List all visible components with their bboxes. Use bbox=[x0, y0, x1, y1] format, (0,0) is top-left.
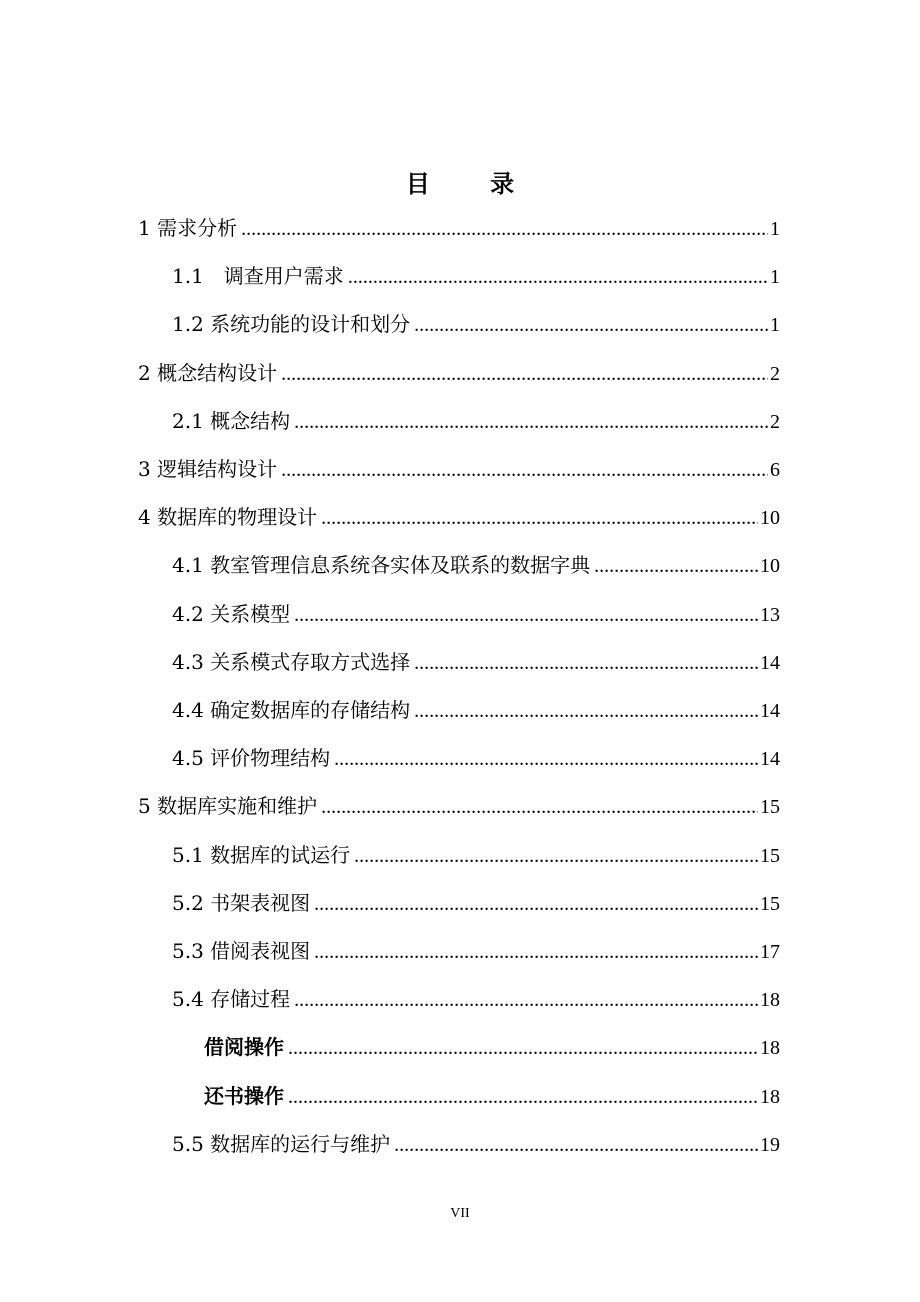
toc-entry-label: 5.3 借阅表视图 bbox=[172, 939, 311, 963]
toc-entry-label: 5 数据库实施和维护 bbox=[138, 794, 318, 818]
toc-entry-page-number: 14 bbox=[760, 748, 780, 770]
page-title: 目 录 bbox=[405, 170, 541, 198]
toc-dot-leader bbox=[241, 212, 768, 246]
toc-dot-leader bbox=[594, 549, 758, 583]
toc-entry[interactable] bbox=[172, 597, 780, 631]
toc-dot-leader bbox=[321, 790, 758, 824]
toc-entry-page-number: 10 bbox=[760, 507, 780, 529]
toc-dot-leader bbox=[288, 1031, 758, 1065]
toc-entry-label: 1 需求分析 bbox=[138, 216, 238, 240]
toc-entry-label: 4 数据库的物理设计 bbox=[138, 505, 318, 529]
toc-dot-leader bbox=[354, 839, 758, 873]
toc-entry[interactable] bbox=[172, 693, 780, 727]
toc-dot-leader bbox=[394, 1128, 758, 1162]
toc-entry-label: 3 逻辑结构设计 bbox=[138, 457, 278, 481]
toc-dot-leader bbox=[294, 983, 758, 1017]
toc-entry[interactable] bbox=[172, 645, 780, 679]
toc-entry-page-number: 15 bbox=[760, 893, 780, 915]
toc-entry-label: 2 概念结构设计 bbox=[138, 361, 278, 385]
toc-dot-leader bbox=[334, 742, 758, 776]
toc-entry-page-number: 18 bbox=[760, 1086, 780, 1108]
toc-dot-leader bbox=[281, 357, 768, 391]
toc-entry-label: 借阅操作 bbox=[204, 1035, 284, 1059]
toc-entry[interactable] bbox=[138, 500, 780, 534]
toc-entry-page-number: 18 bbox=[760, 1037, 780, 1059]
toc-entry-page-number: 6 bbox=[770, 459, 780, 481]
toc-entry-label: 5.1 数据库的试运行 bbox=[172, 843, 351, 867]
toc-entry-page-number: 2 bbox=[770, 411, 780, 433]
toc-entry[interactable] bbox=[138, 452, 780, 486]
toc-dot-leader bbox=[414, 694, 758, 728]
toc-dot-leader bbox=[314, 935, 758, 969]
toc-entry-page-number: 1 bbox=[770, 218, 780, 240]
toc-entry[interactable] bbox=[172, 934, 780, 968]
page-number-footer: VII bbox=[450, 1206, 470, 1221]
toc-entry-label: 4.5 评价物理结构 bbox=[172, 746, 331, 770]
toc-dot-leader bbox=[294, 405, 768, 439]
toc-dot-leader bbox=[314, 887, 758, 921]
toc-entry[interactable] bbox=[172, 1127, 780, 1161]
toc-entry-label: 2.1 概念结构 bbox=[172, 409, 291, 433]
toc-entry[interactable] bbox=[204, 1079, 780, 1113]
toc-entry[interactable] bbox=[172, 259, 780, 293]
toc-entry-page-number: 17 bbox=[760, 941, 780, 963]
toc-entry-label: 5.2 书架表视图 bbox=[172, 891, 311, 915]
toc-entry[interactable] bbox=[172, 982, 780, 1016]
toc-entry-label: 1.1 调查用户需求 bbox=[172, 264, 344, 288]
toc-entry-label: 1.2 系统功能的设计和划分 bbox=[172, 312, 411, 336]
toc-entry-page-number: 18 bbox=[760, 989, 780, 1011]
toc-entry[interactable] bbox=[172, 307, 780, 341]
toc-dot-leader bbox=[414, 646, 758, 680]
toc-entry-page-number: 13 bbox=[760, 604, 780, 626]
toc-entry-page-number: 10 bbox=[760, 555, 780, 577]
toc-entry-label: 4.2 关系模型 bbox=[172, 602, 291, 626]
toc-entry[interactable] bbox=[172, 741, 780, 775]
toc-entry[interactable] bbox=[172, 886, 780, 920]
toc-dot-leader bbox=[281, 453, 768, 487]
toc-dot-leader bbox=[414, 308, 768, 342]
toc-entry-page-number: 1 bbox=[770, 314, 780, 336]
toc-entry-label: 还书操作 bbox=[204, 1084, 284, 1108]
toc-entry-label: 5.5 数据库的运行与维护 bbox=[172, 1132, 391, 1156]
toc-entry-page-number: 2 bbox=[770, 363, 780, 385]
toc-entry[interactable] bbox=[172, 838, 780, 872]
toc-entry[interactable] bbox=[204, 1030, 780, 1064]
toc-entry-label: 4.4 确定数据库的存储结构 bbox=[172, 698, 411, 722]
toc-dot-leader bbox=[288, 1080, 758, 1114]
toc-entry-label: 5.4 存储过程 bbox=[172, 987, 291, 1011]
toc-entry-label: 4.3 关系模式存取方式选择 bbox=[172, 650, 411, 674]
toc-entry-page-number: 15 bbox=[760, 845, 780, 867]
toc-entry-page-number: 15 bbox=[760, 796, 780, 818]
toc-entry[interactable] bbox=[172, 404, 780, 438]
toc-dot-leader bbox=[321, 501, 758, 535]
toc-entry-page-number: 14 bbox=[760, 652, 780, 674]
toc-dot-leader bbox=[294, 598, 758, 632]
toc-entry[interactable] bbox=[138, 789, 780, 823]
toc-entry[interactable] bbox=[172, 548, 780, 582]
toc-entry-page-number: 1 bbox=[770, 266, 780, 288]
toc-entry-page-number: 14 bbox=[760, 700, 780, 722]
toc-entry[interactable] bbox=[138, 356, 780, 390]
toc-entry[interactable] bbox=[138, 211, 780, 245]
toc-entry-page-number: 19 bbox=[760, 1134, 780, 1156]
toc-entry-label: 4.1 教室管理信息系统各实体及联系的数据字典 bbox=[172, 553, 591, 577]
toc-dot-leader bbox=[348, 260, 768, 294]
